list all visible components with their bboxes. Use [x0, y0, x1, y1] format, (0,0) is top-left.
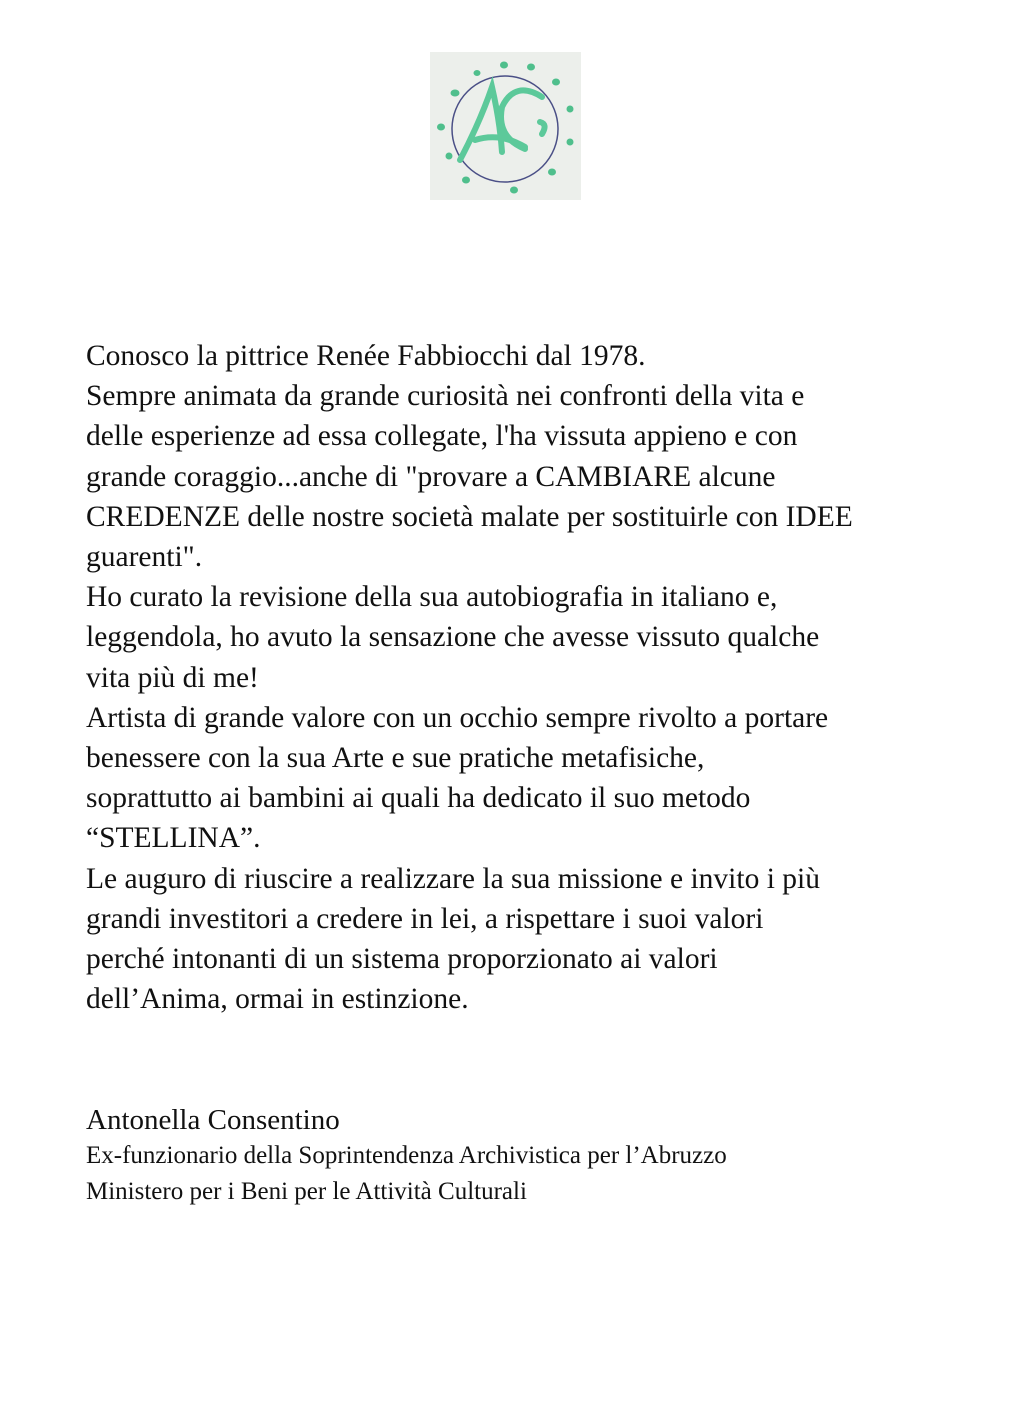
letter-line: leggendola, ho avuto la sensazione che avesse vissuto qualche — [86, 621, 820, 654]
letter-line: Le auguro di riuscire a realizzare la sua missione e invito i più — [86, 862, 820, 895]
signatory-name: Antonella Consentino — [86, 1104, 340, 1136]
letter-line: grandi investitori a credere in lei, a rispettare i suoi valori — [86, 902, 764, 935]
signature-block — [86, 1102, 727, 1210]
letter-line: Sempre animata da grande curiosità nei confronti della vita e — [86, 380, 805, 413]
letter-line: Ho curato la revisione della sua autobiografia in italiano e, — [86, 581, 778, 614]
signatory-role: Ex-funzionario della Soprintendenza Archivistica per l’Abruzzo — [86, 1142, 727, 1169]
letter-line: dell’Anima, ormai in estinzione. — [86, 983, 469, 1016]
letter-line: delle esperienze ad essa collegate, l'ha vissuta appieno e con — [86, 420, 798, 453]
letter-line: soprattutto ai bambini ai quali ha dedicato il suo metodo — [86, 782, 751, 815]
letter-line: guarenti". — [86, 541, 203, 574]
letter-line: vita più di me! — [86, 661, 259, 694]
signatory-ministry: Ministero per i Beni per le Attività Culturali — [86, 1178, 527, 1205]
letter-line: Artista di grande valore con un occhio sempre rivolto a portare — [86, 701, 829, 734]
letter-line: benessere con la sua Arte e sue pratiche metafisiche, — [86, 742, 705, 775]
ac-monogram-icon — [430, 52, 581, 200]
ac-logo — [430, 52, 581, 200]
letter-line: Conosco la pittrice Renée Fabbiocchi dal 1978. — [86, 340, 646, 372]
letter-line: perché intonanti di un sistema proporzionato ai valori — [86, 943, 718, 976]
letter-line: “STELLINA”. — [86, 822, 261, 855]
letter-line: CREDENZE delle nostre società malate per sostituirle con IDEE — [86, 500, 853, 533]
letter-line: grande coraggio...anche di "provare a CAMBIARE alcune — [86, 460, 776, 493]
letter-body — [86, 336, 853, 1019]
